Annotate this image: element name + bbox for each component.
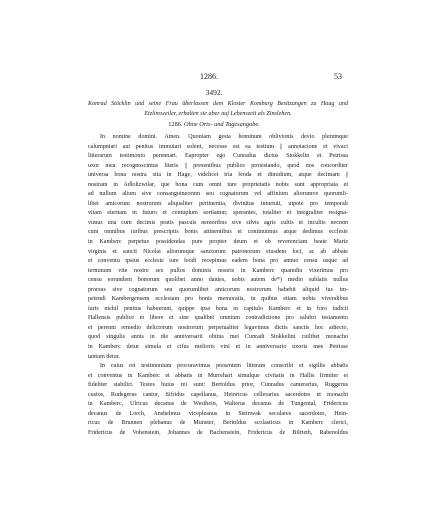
- text-line: in Kamberc detur simula et cifus melioris vini et in anniversario uxoris mee Petrisse: [88, 344, 348, 351]
- text-line: in Kamberc perpetue possidendas pure propter deum et ob reverenciam beate Marie: [88, 239, 348, 246]
- header-year: 1286.: [200, 72, 218, 81]
- text-line: et conventu ipsius ecclesie iure feodi recepimus eadem bona pro annuo censu usque ad: [88, 258, 348, 265]
- text-line: petendi Kambergensem ecclesiam pro bonis memoratis, in quibus etiam nobis vivendibus: [88, 296, 348, 303]
- text-line: uxor mea recognoscimus literis || presentibus publice protestando, quod nos concorditer: [88, 162, 348, 169]
- text-line: custos, Rudegerus cantor, Sifridus capellanus, Heinricus cellerarius sacerdotes et monachi: [88, 391, 348, 398]
- text-line: Hallensis publice et libere et sine qualibet omnium contradictione pro salubri testamento: [88, 315, 348, 322]
- text-line: vimus una cum decimis pratis pascuis nemoribus sive silvis agris cultis et incultis necnon: [88, 219, 348, 226]
- date-year: 1286.: [168, 121, 183, 128]
- text-line: In nomine domini. Amen. Quoniam gesta hominum oblivionis devio plerumque: [100, 134, 348, 140]
- text-line: cum omnibus iuribus prescriptis bonis attinentibus et continuimus atque dedimus ecclesie: [88, 229, 348, 236]
- text-line: prorsus sive cognatorum seu quorumlibet amicorum nostrorum habebit aliquid ius im-: [88, 286, 348, 293]
- text-line: decanus de Lorch, Anshelmus vicepleanus in Steinwak seculares sacerdotes, Hein-: [88, 410, 348, 417]
- text-line: tantum detur.: [88, 353, 120, 360]
- regest-line: Konrad Stöcklin und seine Frau überlassen dem Kloster Komburg Besitzungen zu Haug und: [88, 101, 348, 107]
- running-header: [0, 72, 428, 84]
- date-note: Ohne Orts- und Tagesangabe.: [184, 121, 260, 128]
- date-line: [0, 121, 428, 128]
- text-line: calumpniari aut penitus immutari solent, necesse est ea testium || annotacione et vivaci: [88, 143, 348, 150]
- text-line: nostram in Adloltzwilar, que bona cum omni iure proprietatis nobis sunt appropriata et: [88, 181, 348, 188]
- text-line: et conventus in Kamberc et abbatis in Murrehart simulque civitatis in Hallis firmiter et: [88, 372, 348, 379]
- regest-summary: [88, 100, 348, 119]
- text-line: universa bona nostra sita in Hage, videlicet tria feoda et dimidium, atque decimam ||: [88, 172, 348, 179]
- document-number: 3492.: [205, 88, 223, 97]
- text-line: in Kamberc, Ulricus decanus de Westhein, Walterus decanus de Tungental, Fridericus: [88, 401, 348, 408]
- text-line: libet amicorum nostrorum aliqualiter pertinentia, divinitus inturtuti, utpote pro temporali: [88, 200, 348, 207]
- text-line: vitam eternam in futuro et centuplum sortiamur, sperantes, totaliter et integraliter resigna-: [88, 210, 348, 217]
- text-line: Fridericus de Vohenstein, Johannes de Bachenstein, Fridericus de Bilrieth, Rabenoldus: [88, 429, 348, 436]
- text-line: iuris nichil penitus habuerunt, quippe ipsa bona in capitulo Kamberc et in foro iudicii: [88, 305, 348, 312]
- text-line: terminum vite nostre sex pullos dominis nostris in Kamberc quamdiu vixerimus pro: [88, 267, 348, 274]
- text-line: fideliter stabiliri. Testes huius rei sunt: Bertoldus prior, Cunradus camerarius, Ruggerus: [88, 382, 348, 389]
- text-line: quod singulis annis in die anniversarii obitus mei Cunradi Stokkelini cuilibet monacho: [88, 334, 348, 341]
- text-line: ad nullum alium sive consanguineorum seu cognatorum vel affinium aliorumve quorumli-: [88, 191, 348, 198]
- page-number: 53: [334, 72, 342, 81]
- charter-text: [88, 133, 348, 439]
- text-line: ricus de Brunnen plebanus de Munster, Bertoldus scolasticus in Kamberc clerici,: [88, 420, 348, 427]
- text-line: virginis et sancti Nicolai aliorumque sanctorum patronorum eiusdem loci, ac ab abbate: [88, 248, 348, 255]
- text-line: censu eorundem bonorum quolibet anno dantes, nobis autem de*) medio sublatis nullus: [88, 277, 348, 284]
- text-line: In cuius rei testimonium procuravimus presentem litteram conscribi et sigillis abbatis: [100, 363, 348, 370]
- text-line: litterarum testimonio perennari. Eapropter ego Cunradus dictus Stokkelin et Petrissa: [88, 153, 348, 160]
- regest-line: Etzlinsweiler, erhalten sie aber auf Lebenszeit als Zinslehen.: [144, 110, 292, 117]
- text-line: et perenni remedio delictorum nostrorum perpetualiter legavimus dictis sanctis hoc adiecto,: [88, 324, 348, 331]
